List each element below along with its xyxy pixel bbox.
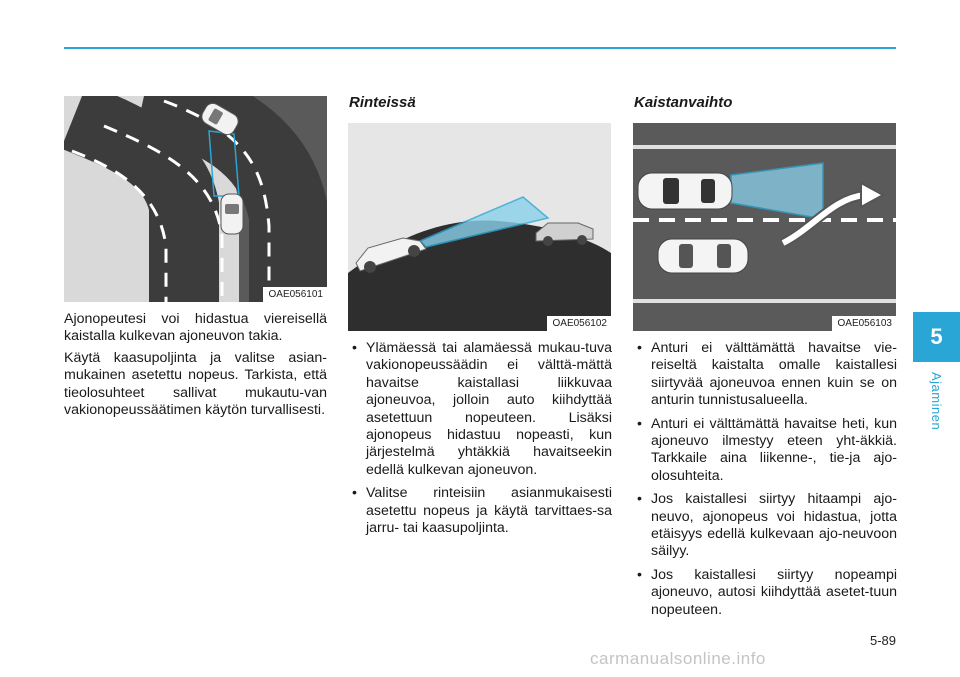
- list-item: • Ylämäessä tai alamäessä mukau-tuva vakionopeussäädin ei välttä-mättä havaitse kaistallasi liikkuvaa ajoneuvoa, jolloin auto kiihdyttää asetettuun nopeuteen. Lisäksi ajonopeus hidastuu nopeasti, kun järjestelmä yhtäkkiä havaitseekin edellä kulkevan ajoneuvon.: [349, 340, 612, 479]
- own-car-icon: [638, 173, 732, 209]
- list-item: • Jos kaistallesi siirtyy hitaampi ajo-neuvo, ajonopeus voi hidastua, jotta etäisyys edellä kulkevaan ajo-neuvoon säilyy.: [634, 491, 897, 561]
- bullet-list: [634, 340, 897, 625]
- chapter-label: Ajaminen: [929, 372, 944, 431]
- other-car-icon: [658, 239, 748, 273]
- section-heading: Rinteissä: [349, 94, 416, 111]
- list-item: • Anturi ei välttämättä havaitse heti, kun ajoneuvo ilmestyy eteen yht-äkkiä. Tarkkaile aina liikenne-, tie-ja ajo-olosuhteita.: [634, 416, 897, 486]
- list-item: • Jos kaistallesi siirtyy nopeampi ajoneuvo, autosi kiihdyttää asetet-tuun nopeuteen.: [634, 567, 897, 619]
- body-paragraph: Ajonopeutesi voi hidastua viereisellä kaistalla kulkevan ajoneuvon takia.: [64, 311, 327, 345]
- list-item: • Valitse rinteisiin asianmukaisesti asetettu nopeus ja käytä tarvittaes-sa jarru- tai kaasupoljinta.: [349, 485, 612, 537]
- own-car-icon: [221, 194, 243, 234]
- lane-change-figure: [633, 123, 896, 331]
- page-number: 5-89: [869, 633, 896, 648]
- body-paragraph: Käytä kaasupoljinta ja valitse asian-mukainen asetettu nopeus. Tarkista, että tieolosuhteet sallivat mukautu-van vakionopeussäätimen käytön turvallisesti.: [64, 350, 327, 419]
- hill-figure: [348, 123, 611, 331]
- hill-illustration: [348, 123, 611, 331]
- header-rule: [64, 47, 896, 49]
- curved-road-figure: [64, 96, 327, 302]
- figure-code: OAE056101: [263, 287, 328, 302]
- curved-road-illustration: [64, 96, 327, 302]
- bullet-list: [349, 340, 612, 543]
- figure-code: OAE056102: [547, 316, 612, 331]
- watermark: carmanualsonline.info: [590, 649, 766, 668]
- list-item: • Anturi ei välttämättä havaitse vie-reiseltä kaistalta omalle kaistallesi siirtyvää ajoneuvoa ennen kuin se on anturin tunnistusalueella.: [634, 340, 897, 410]
- chapter-tab[interactable]: 5: [913, 312, 960, 362]
- section-heading: Kaistanvaihto: [634, 94, 733, 111]
- figure-code: OAE056103: [832, 316, 897, 331]
- lane-change-illustration: [633, 123, 896, 331]
